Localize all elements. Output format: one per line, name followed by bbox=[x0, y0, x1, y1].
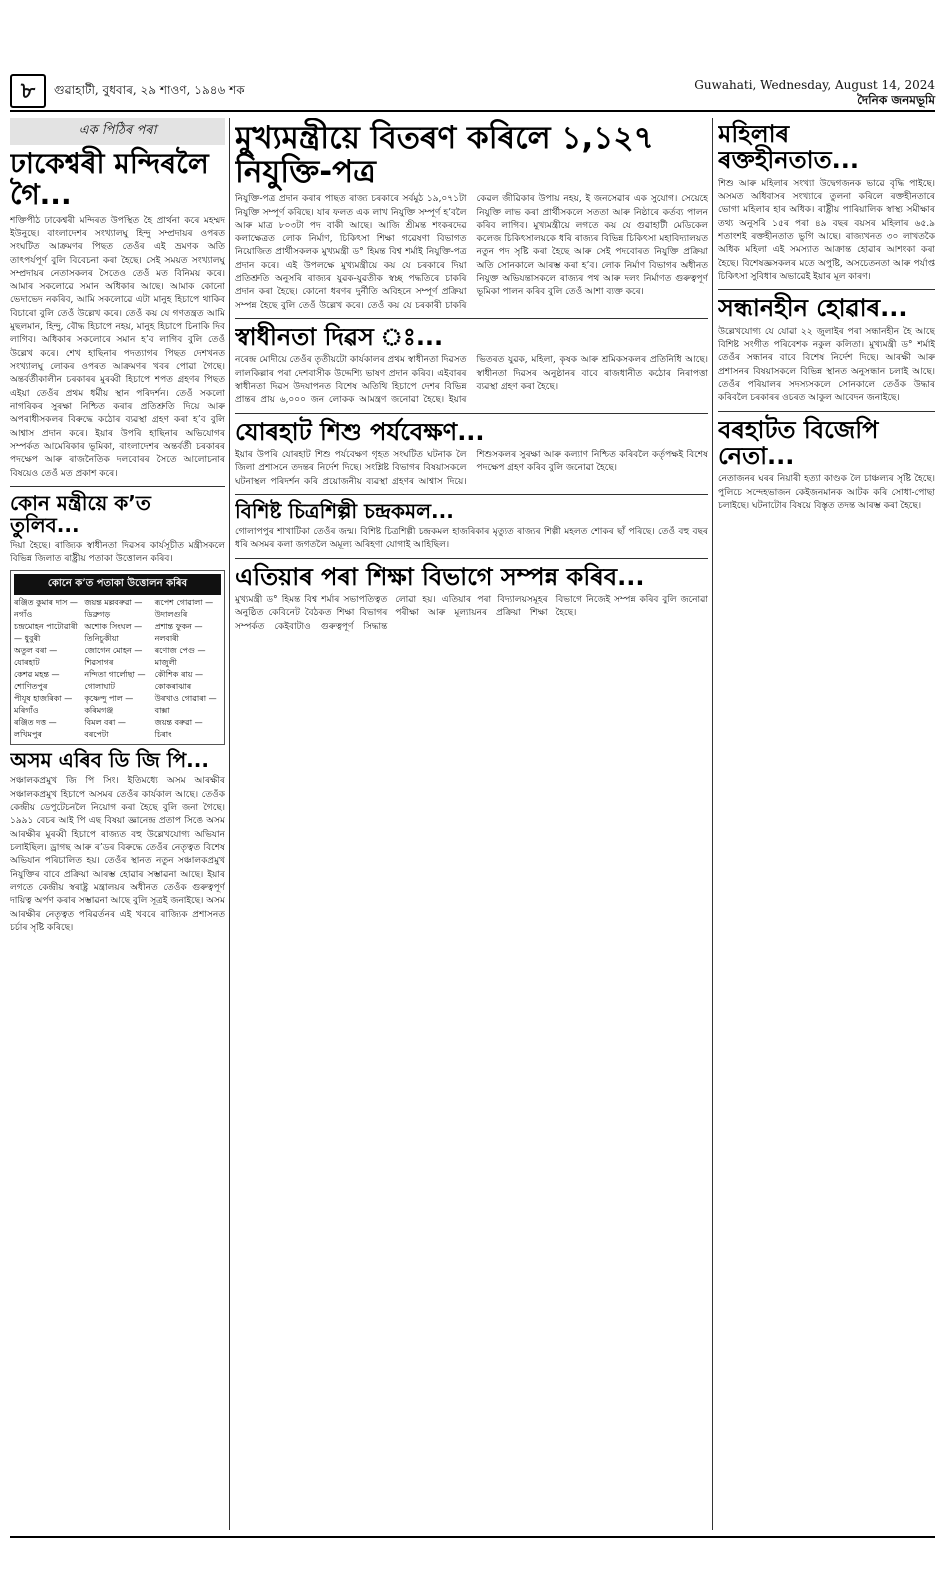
divider bbox=[235, 413, 708, 414]
headline-lead: মুখ্যমন্ত্ৰীয়ে বিতৰণ কৰিলে ১,১২৭ নিযুক্তি-পত্ৰ bbox=[235, 120, 654, 191]
page-number: ৮ bbox=[10, 74, 46, 108]
list-item: জয়ন্ত মল্লবৰুৱা — ডিব্ৰুগড় bbox=[84, 598, 143, 620]
divider bbox=[235, 558, 708, 559]
headline-ministers: কোন মন্ত্ৰীয়ে ক’ত তুলিব... bbox=[10, 490, 151, 537]
list-item: কেশৱ মহন্ত — শোণিতপুৰ bbox=[14, 670, 60, 692]
footer-rule bbox=[10, 1536, 935, 1538]
article-body: সঞ্চালকপ্ৰমুখ জি পি সিং। ইতিমধ্যে অসম আৰক্ষীৰ সঞ্চালকপ্ৰমুখ হিচাপে অসমৰ তেওঁৰ কাৰ্যকাল আছে। তেওঁক কেন্দ্ৰীয় ডেপুটেচনলৈ নিয়োগ কৰা হৈছে বুলি জনা গৈছে। ১৯৯১ বেচৰ আই পি এছ বিষয়া জ্ঞানেন্দ্ৰ প্ৰতাপ সিঙে অসম আৰক্ষীৰ মুৰব্বী হিচাপে ৰাজ্যত বহু উল্লেখযোগ্য অভিযান চলাইছিল। ড্ৰাগছ আৰু ৰ’ডৰ বিৰুদ্ধে তেওঁৰ নেতৃত্বত বিশেষ অভিযান পৰিচালিত হয়। তেওঁৰ স্থানত নতুন সঞ্চালকপ্ৰমুখ নিযুক্তিৰ বাবে প্ৰক্ৰিয়া আৰম্ভ হোৱাৰ সম্ভাৱনা আছে। ইয়াৰ লগতে কেন্দ্ৰীয় স্বৰাষ্ট্ৰ মন্ত্ৰালয়ৰ অধীনত তেওঁক গুৰুত্বপূৰ্ণ দায়িত্ব অৰ্পণ কৰাৰ সম্ভাৱনা আছে বুলি সূত্ৰই জনাইছে। অসম আৰক্ষীৰ নেতৃত্বত পৰিৱৰ্তনৰ এই খবৰে ৰাজ্যিক প্ৰশাসনত চৰ্চাৰ সৃষ্টি কৰিছে। bbox=[10, 776, 225, 933]
list-item: ৰঞ্জিত কুমাৰ দাস — নগাঁও bbox=[14, 598, 78, 620]
article-body: ইয়াৰ উপৰি যোৰহাট শিশু পৰ্যবেক্ষণ গৃহত সংঘটিত ঘটনাক লৈ জিলা প্ৰশাসনে তদন্তৰ নিৰ্দেশ দিছে। সংশ্লিষ্ট বিভাগৰ বিষয়াসকলে ঘটনাস্থল পৰিদৰ্শন কৰি প্ৰয়োজনীয় ব্যৱস্থা গ্ৰহণৰ আশ্বাস দিয়ে। শিশুসকলৰ সুৰক্ষা আৰু কল্যাণ নিশ্চিত কৰিবলৈ কৰ্তৃপক্ষই বিশেষ পদক্ষেপ গ্ৰহণ কৰিব বুলি জনোৱা হৈছে। bbox=[235, 450, 708, 487]
article-body: নৰেন্দ্ৰ মোদীয়ে তেওঁৰ তৃতীয়টো কাৰ্যকালৰ প্ৰথম স্বাধীনতা দিৱসত লালকিল্লাৰ পৰা দেশবাসীক উদ্দেশ্যি ভাষণ প্ৰদান কৰিব। এইবাৰৰ স্বাধীনতা দিৱস উদযাপনত বিশেষ অতিথি হিচাপে দেশৰ বিভিন্ন প্ৰান্তৰ প্ৰায় ৬,০০০ জন লোকক আমন্ত্ৰণ জনোৱা হৈছে। ইয়াৰ ভিতৰত যুৱক, মহিলা, কৃষক আৰু শ্ৰমিকসকলৰ প্ৰতিনিধি আছে। স্বাধীনতা দিৱসৰ অনুষ্ঠানৰ বাবে ৰাজধানীত কঠোৰ নিৰাপত্তা ব্যৱস্থা গ্ৰহণ কৰা হৈছে। bbox=[235, 355, 708, 406]
list-item: কৌশিক ৰায় — কোকৰাঝাৰ bbox=[154, 670, 204, 692]
column-divider bbox=[712, 118, 713, 1530]
headline-barhat: বৰহাটত বিজেপি নেতা... bbox=[718, 415, 879, 470]
list-item: প্ৰশান্ত ফুকন — নলবাৰী bbox=[154, 622, 203, 644]
headline-missing: সন্ধানহীন হোৱাৰ... bbox=[718, 294, 908, 323]
article-body: শক্তিপীঠ ঢাকেশ্বৰী মন্দিৰত উপস্থিত হৈ প্ৰাৰ্থনা কৰে মহম্মদ ইউনুছে। বাংলাদেশৰ সংখ্যালঘু হিন্দু সম্প্ৰদায়ৰ ওপৰত সংঘটিত আক্ৰমণৰ পিছত তেওঁৰ এই ভ্ৰমণক অতি তাৎপৰ্যপূৰ্ণ বুলি বিবেচনা কৰা হৈছে। সেই সময়ত সংখ্যালঘু সম্প্ৰদায়ৰ নেতাসকলৰ সৈতেও তেওঁ মত বিনিময় কৰে। আমাৰ সকলোৱে সমান অধিকাৰ আছে। আমাক কোনো ভেদাভেদ নকৰিব, আমি সকলোৱে এটা মানুহ হিচাপে থাকিব বিচাৰো বুলি তেওঁ উল্লেখ কৰে। তেওঁ কয় যে গণতন্ত্ৰত আমি মুছলমান, হিন্দু, বৌদ্ধ হিচাপে নহয়, মানুহ হিচাপে চিনাকি দিব লাগিব। অধিকাৰ সকলোৰে সমান হ’ব লাগিব বুলি তেওঁ উল্লেখ কৰে। শেখ হাছিনাৰ পদত্যাগৰ পিছত দেশখনত সংখ্যালঘু লোকৰ ওপৰত আক্ৰমণৰ খবৰ পোৱা গৈছে। অন্তৰ্বৰ্তীকালীন চৰকাৰৰ মুৰব্বী হিচাপে শপত গ্ৰহণৰ পিছত এইয়া তেওঁৰ প্ৰথম ধৰ্মীয় স্থান পৰিদৰ্শন। তেওঁ সকলো নাগৰিকৰ সুৰক্ষা নিশ্চিত কৰাৰ প্ৰতিশ্ৰুতি দিয়ে আৰু অপৰাধীসকলৰ বিৰুদ্ধে কঠোৰ ব্যৱস্থা গ্ৰহণ কৰা হ’ব বুলি আশ্বাস প্ৰদান কৰে। ইয়াৰ উপৰি হাছিনাৰ অভিযোগৰ সম্পৰ্কত আমেৰিকাৰ ভূমিকা, বাংলাদেশৰ অন্তৰ্বৰ্তী চৰকাৰৰ পদক্ষেপ আৰু ৰাজনৈতিক দলবোৰৰ সৈতে আলোচনাৰ বিষয়েও তেওঁ মত প্ৰকাশ কৰে। bbox=[10, 215, 225, 479]
list-item: নন্দিতা গাৰ্লোছা — গোলাঘাট bbox=[84, 670, 146, 692]
kicker-continued: এক পিঠিৰ পৰা bbox=[10, 118, 225, 145]
headline-anaemia: মহিলাৰ ৰক্তহীনতাত... bbox=[718, 120, 859, 175]
article-body: উল্লেখযোগ্য যে যোৱা ২২ জুলাইৰ পৰা সন্ধানহীন হৈ আছে বিশিষ্ট সংগীত পৰিবেশক নকুল কলিতা। মুখ্যমন্ত্ৰী ড° শৰ্মাই তেওঁৰ সন্ধানৰ বাবে বিশেষ নিৰ্দেশ দিছে। আৰক্ষী আৰু প্ৰশাসনৰ বিষয়াসকলে বিভিন্ন স্থানত অনুসন্ধান চলাই আছে। তেওঁৰ পৰিয়ালৰ সদস্যসকলে সোনকালে তেওঁক উদ্ধাৰ কৰিবলৈ চৰকাৰৰ ওচৰত আকুল আবেদন জনাইছে। bbox=[718, 326, 935, 404]
column-left bbox=[10, 118, 225, 1530]
headline-dgp: অসম এৰিব ডি জি পি... bbox=[10, 748, 209, 773]
headline-jorhat: যোৰহাট শিশু পৰ্যবেক্ষণ... bbox=[235, 417, 485, 446]
list-item: পীযূষ হাজৰিকা — মৰিগাঁও bbox=[14, 694, 73, 716]
box-title: কোনে ক’ত পতাকা উত্তোলন কৰিব bbox=[14, 574, 221, 595]
masthead bbox=[10, 70, 935, 112]
article-body: নেতাজনৰ ঘৰৰ নিয়াৰী হত্যা কাণ্ডক লৈ চাঞ্চল্যৰ সৃষ্টি হৈছে। পুলিচে সন্দেহভাজন কেইজনমানক আটক কৰি সোধা-পোছা চলাইছে। ঘটনাটোৰ বিষয়ে বিস্তৃত তদন্ত আৰম্ভ কৰা হৈছে। bbox=[718, 474, 935, 511]
list-item: অতুল বৰা — যোৰহাট bbox=[14, 646, 58, 668]
list-item: ৰণোজ পেগু — মাজুলী bbox=[154, 646, 206, 668]
paper-name: দৈনিক জনমভূমি bbox=[857, 93, 935, 107]
list-item: চন্দ্ৰমোহন পাটোৱাৰী — ধুবুৰী bbox=[14, 622, 78, 644]
article-body: নিযুক্তি-পত্ৰ প্ৰদান কৰাৰ পাছত ৰাজ্য চৰকাৰে সৰ্বমুঠ ১৯,০৭১টা নিযুক্তি সম্পূৰ্ণ কৰিছে। যাৰ ফলত এক লাখ নিযুক্তি সম্পূৰ্ণ হ’বলৈ আৰু মাত্ৰ ৮০৩টা পদ বাকী আছে। আজি শ্ৰীমন্ত শংকৰদেৱ কলাক্ষেত্ৰত লোক নিৰ্মাণ, চিকিৎসা শিক্ষা গৱেষণা বিভাগত নিয়োজিত প্ৰাৰ্থীসকলক মুখ্যমন্ত্ৰী ড° হিমন্ত বিশ্ব শৰ্মাই নিযুক্তি-পত্ৰ প্ৰদান কৰে। এই উপলক্ষে মুখ্যমন্ত্ৰীয়ে কয় যে চৰকাৰে দিয়া প্ৰতিশ্ৰুতি অনুসৰি ৰাজ্যৰ যুৱক-যুৱতীক স্বচ্ছ পদ্ধতিৰে চাকৰি প্ৰদান কৰা হৈছে। কোনো ধৰণৰ দুৰ্নীতি অবিহনে সম্পূৰ্ণ প্ৰক্ৰিয়া সম্পন্ন হৈছে বুলি তেওঁ উল্লেখ কৰে। তেওঁ কয় যে চৰকাৰী চাকৰি কেৱল জীৱিকাৰ উপায় নহয়, ই জনসেৱাৰ এক সুযোগ। সেয়েহে নিযুক্তি লাভ কৰা প্ৰাৰ্থীসকলে সততা আৰু নিষ্ঠাৰে কৰ্তব্য পালন কৰিব লাগিব। মুখ্যমন্ত্ৰীয়ে লগতে কয় যে গুৱাহাটী মেডিকেল কলেজ চিকিৎসালয়কে ধৰি ৰাজ্যৰ বিভিন্ন চিকিৎসা মহাবিদ্যালয়ত নতুন পদ সৃষ্টি কৰা হৈছে আৰু সেই পদবোৰত নিযুক্তি প্ৰক্ৰিয়া অতি সোনকালে আৰম্ভ কৰা হ’ব। লোক নিৰ্মাণ বিভাগৰ অধীনত নিযুক্ত অভিযন্তাসকলে ৰাজ্যৰ পথ আৰু দলং নিৰ্মাণত গুৰুত্বপূৰ্ণ ভূমিকা পালন কৰিব বুলি তেওঁ আশা ব্যক্ত কৰে। bbox=[235, 194, 708, 311]
list-item: জোগেন মোহন — শিৱসাগৰ bbox=[84, 646, 143, 668]
article-body: দিয়া হৈছে। ৰাজ্যিক স্বাধীনতা দিৱসৰ কাৰ্যসূচীত মন্ত্ৰীসকলে বিভিন্ন জিলাত ৰাষ্ট্ৰীয় পতাকা উত্তোলন কৰিব। bbox=[10, 540, 225, 565]
box-list bbox=[14, 595, 221, 741]
list-item: জয়ন্ত বৰুৱা — চিৰাং bbox=[154, 718, 203, 740]
column-center bbox=[235, 118, 708, 1530]
divider bbox=[718, 411, 935, 412]
headline-dhakeshwari: ঢাকেশ্বৰী মন্দিৰলৈ গৈ... bbox=[10, 147, 209, 211]
list-item: অশোক সিংঘল — তিনিচুকীয়া bbox=[84, 622, 143, 644]
list-item: উৰখাও গোৱাৰা — বাক্সা bbox=[154, 694, 217, 716]
article-body: শিশু আৰু মহিলাৰ সংখ্যা উদ্বেগজনক ভাৱে বৃদ্ধি পাইছে। অসমত অধিবাসৰ সংখ্যাৰে তুলনা কৰিলে ৰক্তহীনতাৰে ভোগা মহিলাৰ হাৰ অধিক। ৰাষ্ট্ৰীয় পাৰিয়ালিক স্বাস্থ্য সমীক্ষাৰ তথ্য অনুসৰি ১৫ৰ পৰা ৪৯ বছৰ বয়সৰ মহিলাৰ ৬৫.৯ শতাংশই ৰক্তহীনতাত ভুগি আছে। ৰাজ্যখনত ৩০ লাখতকৈ অধিক মহিলা এই সমস্যাত আক্ৰান্ত হোৱাৰ আশংকা কৰা হৈছে। বিশেষজ্ঞসকলৰ মতে অপুষ্টি, অসচেতনতা আৰু পৰ্যাপ্ত চিকিৎসা সুবিধাৰ অভাৱেই ইয়াৰ মূল কাৰণ। bbox=[718, 178, 935, 282]
article-body: মুখ্যমন্ত্ৰী ড° হিমন্ত বিশ্ব শৰ্মাৰ সভাপতিত্বত অনুষ্ঠিত কেবিনেট বৈঠকত শিক্ষা বিভাগৰ সম্পৰ্কত কেইবাটাও গুৰুত্বপূৰ্ণ সিদ্ধান্ত লোৱা হয়। এতিয়াৰ পৰা বিদ্যালয়সমূহৰ পৰীক্ষা আৰু মূল্যায়নৰ প্ৰক্ৰিয়া শিক্ষা বিভাগে নিজেই সম্পন্ন কৰিব বুলি জনোৱা হৈছে। bbox=[235, 594, 708, 632]
dateline-assamese: গুৱাহাটী, বুধবাৰ, ২৯ শাওণ, ১৯৪৬ শক bbox=[54, 83, 245, 97]
article-body: গোলাপপুৰ শাখাটিকা তেওঁৰ জন্ম। বিশিষ্ট চিত্ৰশিল্পী চন্দ্ৰকমল হাজৰিকাৰ মৃত্যুত ৰাজ্যৰ শিল্পী মহলত শোকৰ ছাঁ পৰিছে। তেওঁ বহু বছৰ ধৰি অসমৰ কলা জগতলৈ অমূল্য অৰিহণা যোগাই আহিছিল। bbox=[235, 526, 708, 551]
headline-education: এতিয়াৰ পৰা শিক্ষা বিভাগে সম্পন্ন কৰিব... bbox=[235, 562, 645, 591]
column-divider bbox=[229, 118, 230, 1530]
divider bbox=[718, 289, 935, 290]
list-item: ৰঞ্জিত দত্ত — লখিমপুৰ bbox=[14, 718, 57, 740]
dateline-english: Guwahati, Wednesday, August 14, 2024 bbox=[694, 78, 935, 92]
masthead-right bbox=[694, 78, 935, 112]
list-item: কৃষ্ণেন্দু পাল — কৰিমগঞ্জ bbox=[84, 694, 134, 716]
flag-hoisting-box bbox=[10, 570, 225, 745]
headline-independence: স্বাধীনতা দিৱস ঃ... bbox=[235, 323, 444, 351]
divider bbox=[235, 318, 708, 319]
list-item: বিমল বৰা — বৰপেটা bbox=[84, 718, 126, 740]
divider bbox=[10, 486, 225, 487]
list-item: ৰূপেশ গোৱালা — উদালগুৰি bbox=[154, 598, 214, 620]
headline-painter: বিশিষ্ট চিত্ৰশিল্পী চন্দ্ৰকমল... bbox=[235, 498, 454, 523]
divider bbox=[235, 494, 708, 495]
column-right bbox=[718, 118, 935, 1530]
